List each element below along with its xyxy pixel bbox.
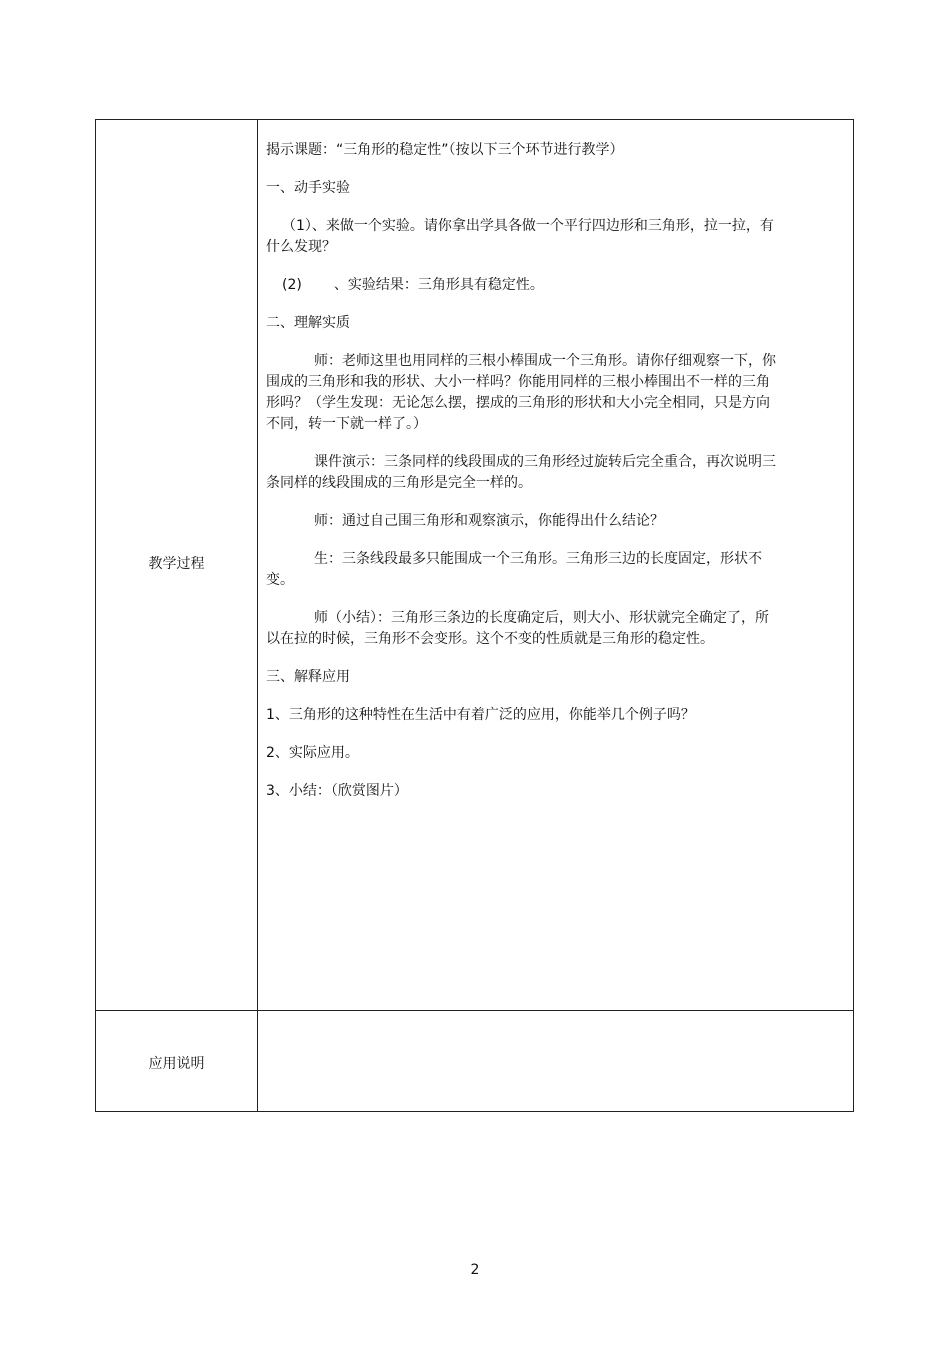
teacher-summary-paragraph: 师（小结）：三角形三条边的长度确定后，则大小、形状就完全确定了，所以在拉的时候，三角形不会变形。这个不变的性质就是三角形的稳定性。 bbox=[266, 610, 769, 647]
application-item-2: 2、实际应用。 bbox=[266, 745, 359, 761]
teaching-process-content bbox=[266, 140, 781, 819]
column-divider bbox=[257, 120, 258, 1111]
application-item-1: 1、三角形的这种特性在生活中有着广泛的应用，你能举几个例子吗？ bbox=[266, 707, 695, 723]
experiment-step-2-text: 、实验结果：三角形具有稳定性。 bbox=[333, 277, 544, 293]
row-label-teaching-process: 教学过程 bbox=[148, 556, 205, 572]
student-answer-paragraph: 生：三条线段最多只能围成一个三角形。三角形三边的长度固定，形状不变。 bbox=[266, 551, 762, 588]
experiment-step-2 bbox=[266, 275, 781, 296]
teacher-paragraph-1: 师：老师这里也用同样的三根小棒围成一个三角形。请你仔细观察一下，你围成的三角形和我的形状、大小一样吗？你能用同样的三根小棒围出不一样的三角形吗？（学生发现：无论怎么摆，摆成的三角形的形状和大小完全相同，只是方向不同，转一下就一样了。） bbox=[266, 353, 776, 432]
courseware-demo-paragraph: 课件演示：三条同样的线段围成的三角形经过旋转后完全重合，再次说明三条同样的线段围成的三角形是完全一样的。 bbox=[266, 454, 776, 491]
lesson-intro: 揭示课题：“三角形的稳定性”（按以下三个环节进行教学） bbox=[266, 142, 624, 158]
application-item-3: 3、小结：（欣赏图片） bbox=[266, 783, 408, 799]
page-number: 2 bbox=[470, 1262, 480, 1278]
section-heading-application: 三、解释应用 bbox=[266, 669, 350, 685]
experiment-step-1: （1）、来做一个实验。请你拿出学具各做一个平行四边形和三角形，拉一拉，有什么发现？ bbox=[266, 218, 774, 255]
row-label-application-notes: 应用说明 bbox=[148, 1056, 205, 1072]
row-divider bbox=[96, 1010, 853, 1011]
section-heading-experiment: 一、动手实验 bbox=[266, 180, 350, 196]
experiment-step-2-number: (2) bbox=[282, 277, 302, 293]
teacher-question-paragraph: 师：通过自己围三角形和观察演示，你能得出什么结论？ bbox=[314, 513, 664, 529]
section-heading-understanding: 二、理解实质 bbox=[266, 315, 350, 331]
